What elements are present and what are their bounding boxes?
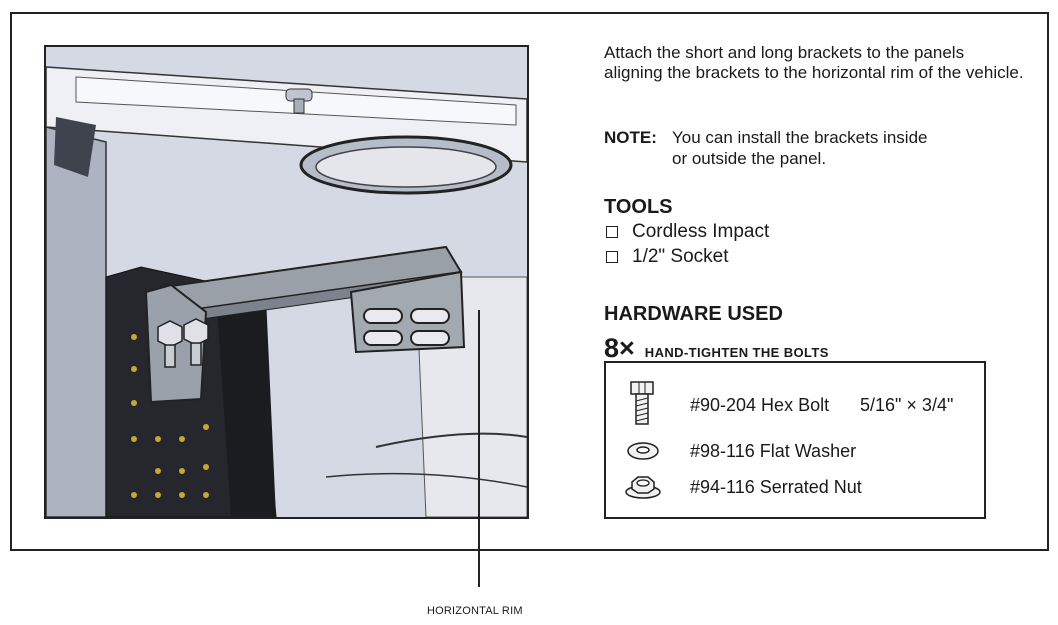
- tool-item: [604, 246, 729, 268]
- horizontal-rim-label: HORIZONTAL RIM: [427, 605, 523, 617]
- tool-label: 1/2" Socket: [632, 246, 729, 267]
- intro-instruction: Attach the short and long brackets to the panels aligning the brackets to the horizontal rim of the vehicle.: [604, 43, 1024, 82]
- note-text: You can install the brackets inside or outside the panel.: [672, 128, 928, 168]
- checkbox-icon: [606, 251, 618, 263]
- quantity-note: HAND-TIGHTEN THE BOLTS: [644, 345, 829, 360]
- tool-label: Cordless Impact: [632, 221, 770, 242]
- hardware-item-label: #94-116 Serrated Nut: [690, 477, 862, 497]
- hardware-item-label: #98-116 Flat Washer: [690, 441, 857, 461]
- flat-washer-icon: [626, 441, 660, 461]
- checkbox-icon: [606, 226, 618, 238]
- quantity-row: [604, 333, 829, 364]
- serrated-nut-icon: [624, 474, 662, 500]
- note-label: NOTE:: [604, 128, 657, 147]
- hardware-item-label: #90-204 Hex Bolt: [690, 395, 830, 415]
- hardware-item-size: 5/16" × 3/4": [860, 395, 954, 415]
- tools-heading: TOOLS: [604, 196, 673, 218]
- tool-item: [604, 221, 769, 243]
- quantity: 8×: [604, 333, 635, 363]
- hardware-heading: HARDWARE USED: [604, 303, 783, 325]
- hex-bolt-icon: [628, 381, 656, 427]
- callout-leader-line: [478, 310, 480, 587]
- installation-illustration: [44, 45, 529, 519]
- hardware-box: [604, 361, 986, 519]
